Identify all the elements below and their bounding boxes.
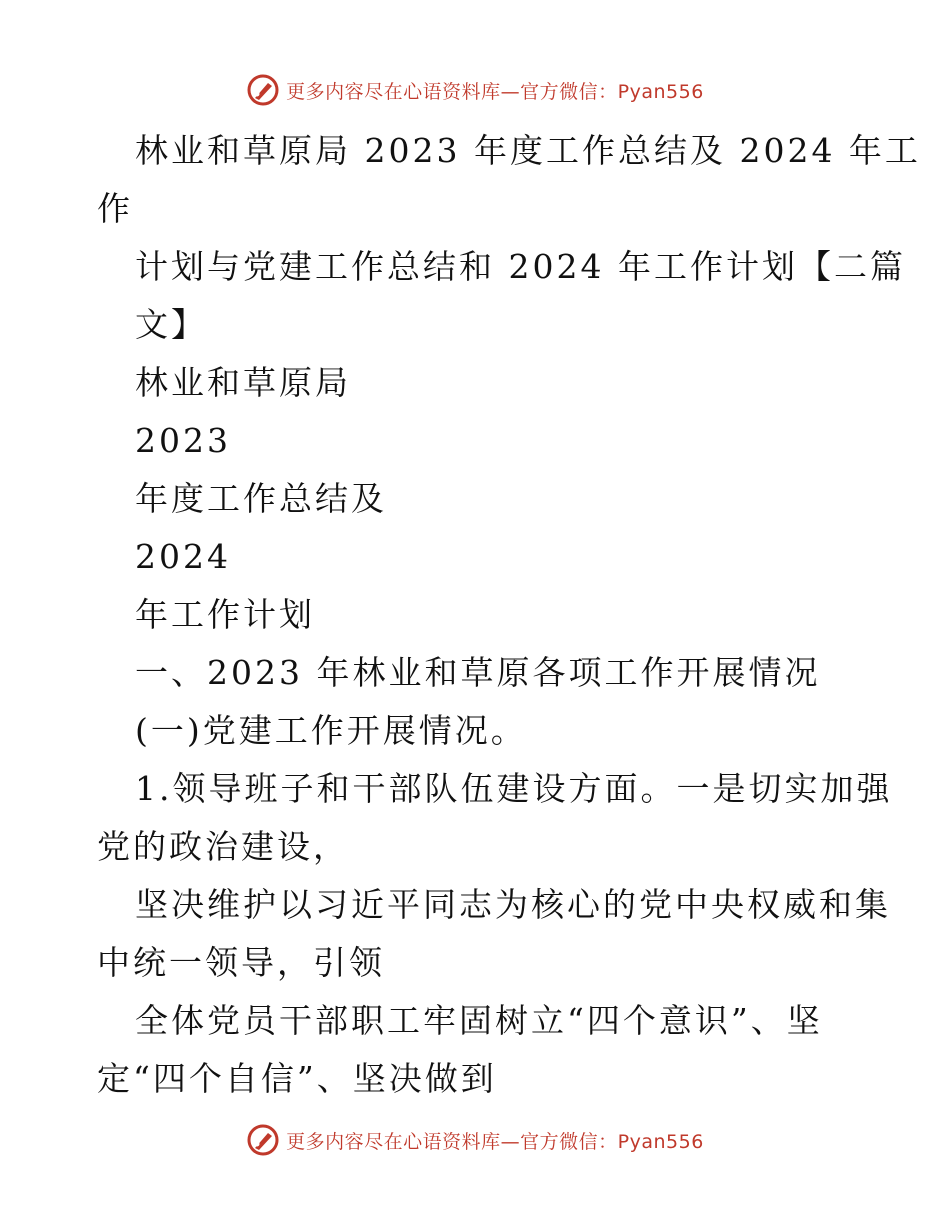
document-body bbox=[97, 122, 921, 1108]
subtitle-line-3: 年度工作总结及 bbox=[135, 479, 387, 518]
header-watermark-banner bbox=[0, 70, 950, 110]
paragraph-line: 全体党员干部职工牢固树立“四个意识”、坚 bbox=[135, 1001, 823, 1040]
footer-watermark-banner bbox=[0, 1120, 950, 1160]
watermark-contact-text: 官方微信：Pyan556 bbox=[520, 80, 704, 103]
subtitle-line-5: 年工作计划 bbox=[135, 595, 315, 634]
watermark-main-text: 更多内容尽在心语资料库 bbox=[286, 1130, 501, 1153]
title-line-1-wrap: 作 bbox=[97, 189, 133, 228]
title-line-1: 林业和草原局 2023 年度工作总结及 2024 年工 bbox=[135, 131, 921, 170]
watermark-separator: — bbox=[500, 1130, 521, 1153]
title-line-2-wrap: 文】 bbox=[135, 305, 207, 344]
subtitle-line-1: 林业和草原局 bbox=[135, 363, 351, 402]
subtitle-line-2: 2023 bbox=[135, 421, 231, 460]
section-heading: 一、2023 年林业和草原各项工作开展情况 bbox=[135, 653, 821, 692]
paragraph-line: 坚决维护以习近平同志为核心的党中央权威和集 bbox=[135, 885, 891, 924]
paragraph-line: 中统一领导，引领 bbox=[97, 943, 385, 982]
subsection-heading: (一)党建工作开展情况。 bbox=[135, 711, 527, 750]
watermark-text bbox=[286, 1127, 704, 1154]
watermark-text bbox=[286, 77, 704, 104]
paragraph-line: 1.领导班子和干部队伍建设方面。一是切实加强 bbox=[135, 769, 893, 808]
paragraph-line: 党的政治建设， bbox=[97, 827, 349, 866]
pen-circle-logo-icon bbox=[246, 73, 280, 107]
watermark-main-text: 更多内容尽在心语资料库 bbox=[286, 80, 501, 103]
watermark-contact-text: 官方微信：Pyan556 bbox=[520, 1130, 704, 1153]
pen-circle-logo-icon bbox=[246, 1123, 280, 1157]
paragraph-line: 定“四个自信”、坚决做到 bbox=[97, 1059, 497, 1098]
subtitle-line-4: 2024 bbox=[135, 537, 231, 576]
title-line-2: 计划与党建工作总结和 2024 年工作计划【二篇 bbox=[135, 247, 906, 286]
watermark-separator: — bbox=[500, 80, 521, 103]
